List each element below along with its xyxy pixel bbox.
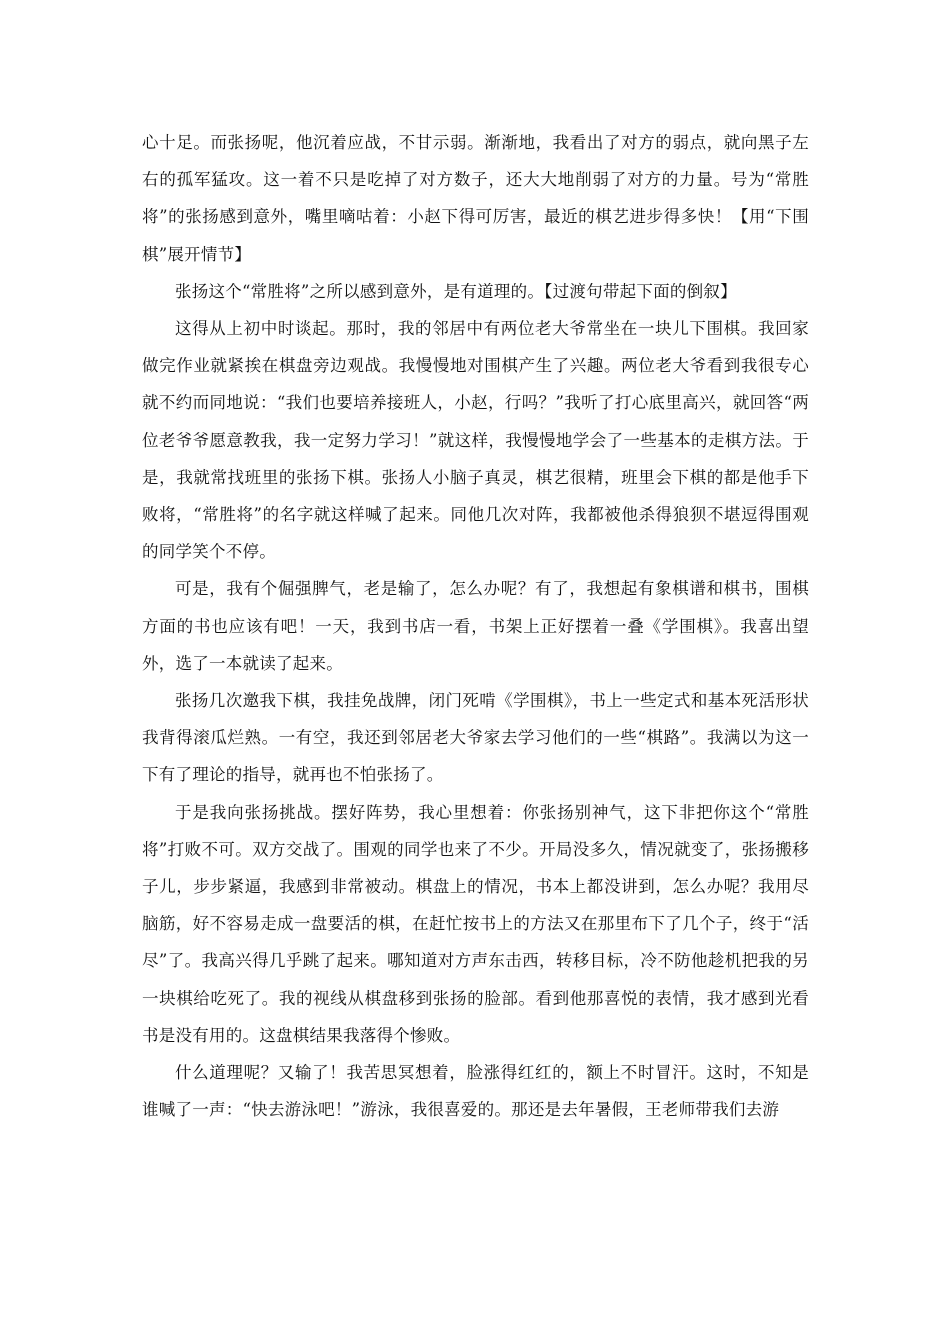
essay-body (142, 124, 809, 1128)
paragraph-7: 什么道理呢？又输了！我苦思冥想着，脸涨得红红的，额上不时冒汗。这时，不知是谁喊了一声：“快去游泳吧！”游泳，我很喜爱的。那还是去年暑假，王老师带我们去游 (142, 1063, 809, 1120)
paragraph-2: 张扬这个“常胜将”之所以感到意外，是有道理的。【过渡句带起下面的倒叙】 (175, 281, 737, 301)
paragraph-5: 张扬几次邀我下棋，我挂免战牌，闭门死啃《学围棋》，书上一些定式和基本死活形状我背得滚瓜烂熟。一有空，我还到邻居老大爷家去学习他们的一些“棋路”。我满以为这一下有了理论的指导，就再也不怕张扬了。 (142, 691, 809, 785)
paragraph-3: 这得从上初中时谈起。那时，我的邻居中有两位老大爷常坐在一块儿下围棋。我回家做完作业就紧挨在棋盘旁边观战。我慢慢地对围棋产生了兴趣。两位老大爷看到我很专心就不约而同地说：“我们也要培养接班人，小赵，行吗？”我听了打心底里高兴，就回答“两位老爷爷愿意教我，我一定努力学习！”就这样，我慢慢地学会了一些基本的走棋方法。于是，我就常找班里的张扬下棋。张扬人小脑子真灵，棋艺很精，班里会下棋的都是他手下败将，“常胜将”的名字就这样喊了起来。同他几次对阵，我都被他杀得狼狈不堪逗得围观的同学笑个不停。 (142, 319, 809, 562)
paragraph-4: 可是，我有个倔强脾气，老是输了，怎么办呢？有了，我想起有象棋谱和棋书，围棋方面的书也应该有吧！一天，我到书店一看，书架上正好摆着一叠《学围棋》。我喜出望外，选了一本就读了起来。 (142, 579, 809, 673)
paragraph-6: 于是我向张扬挑战。摆好阵势，我心里想着：你张扬别神气，这下非把你这个“常胜将”打败不可。双方交战了。围观的同学也来了不少。开局没多久，情况就变了，张扬搬移子儿，步步紧逼，我感到非常被动。棋盘上的情况，书本上都没讲到，怎么办呢？我用尽脑筋，好不容易走成一盘要活的棋，在赶忙按书上的方法又在那里布下了几个子，终于“活尽”了。我高兴得几乎跳了起来。哪知道对方声东击西，转移目标，冷不防他趁机把我的另一块棋给吃死了。我的视线从棋盘移到张扬的脸部。看到他那喜悦的表情，我才感到光看书是没有用的。这盘棋结果我落得个惨败。 (142, 802, 809, 1045)
paragraph-1: 心十足。而张扬呢，他沉着应战，不甘示弱。渐渐地，我看出了对方的弱点，就向黑子左右的孤军猛攻。这一着不只是吃掉了对方数子，还大大地削弱了对方的力量。号为“常胜将”的张扬感到意外，嘴里嘀咕着：小赵下得可厉害，最近的棋艺进步得多快！【用“下围棋”展开情节】 (142, 133, 809, 264)
